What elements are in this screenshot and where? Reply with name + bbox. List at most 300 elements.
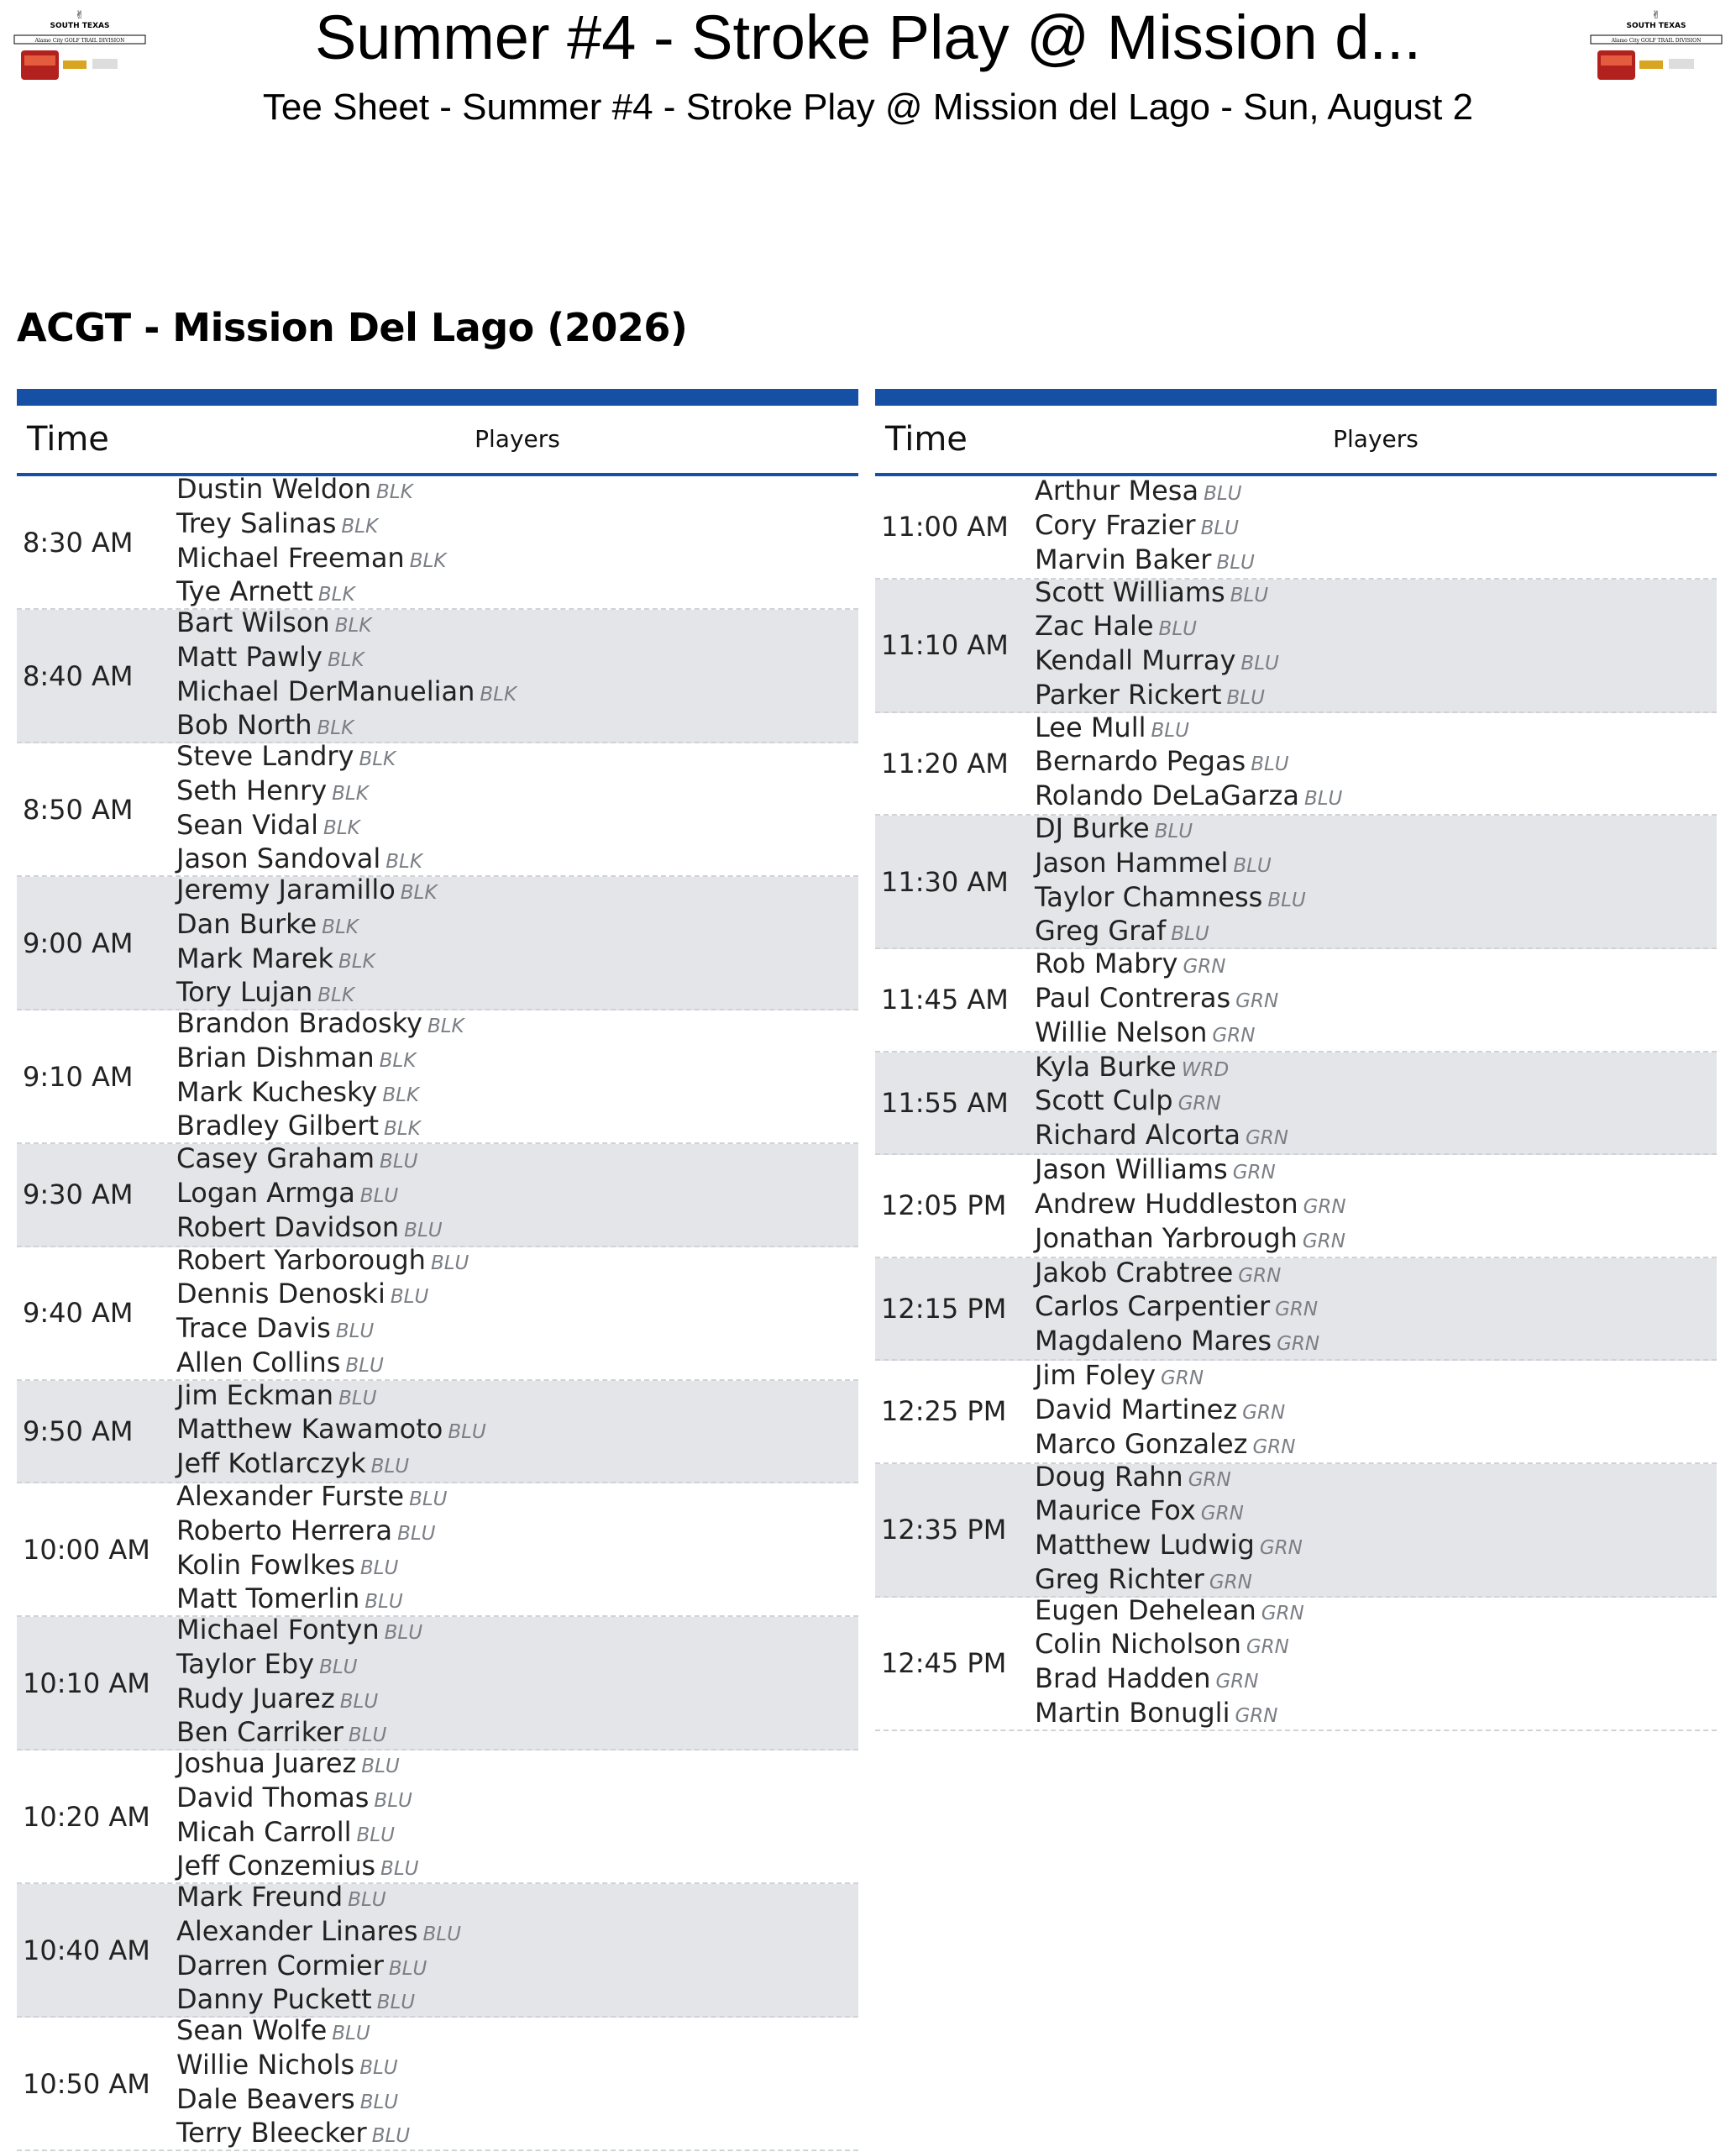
tee-box-tag: GRN — [1235, 989, 1279, 1012]
player-list — [1035, 813, 1717, 950]
player-name: Eugen Dehelean — [1035, 1593, 1256, 1626]
player-name: Dan Burke — [176, 907, 317, 940]
player-name: Brad Hadden — [1035, 1662, 1211, 1694]
player-entry — [1035, 712, 1717, 747]
tee-time: 8:30 AM — [23, 526, 134, 559]
tee-box-tag: GRN — [1303, 1195, 1346, 1218]
player-name: Jeremy Jaramillo — [176, 874, 396, 906]
player-entry — [176, 1077, 858, 1111]
tee-box-tag: GRN — [1302, 1230, 1345, 1252]
tee-box-tag: BLU — [1230, 584, 1269, 606]
player-entry — [1035, 983, 1717, 1017]
page-title: Summer #4 - Stroke Play @ Mission d... — [314, 3, 1422, 72]
tee-box-tag: BLU — [371, 2125, 411, 2148]
tee-box-tag: BLK — [327, 648, 365, 671]
tee-time-row — [875, 1593, 1717, 1731]
tee-time: 10:50 AM — [23, 2067, 150, 2100]
player-name: Andrew Huddleston — [1035, 1187, 1298, 1220]
player-name: Taylor Chamness — [1035, 880, 1263, 913]
player-entry — [176, 1782, 858, 1817]
player-name: Tye Arnett — [176, 575, 313, 608]
player-entry — [1035, 1154, 1717, 1189]
player-entry — [1035, 948, 1717, 983]
player-name: Cory Frazier — [1035, 508, 1196, 541]
player-entry — [1035, 1017, 1717, 1052]
player-list — [1035, 1595, 1717, 1732]
tee-box-tag: BLU — [380, 1151, 418, 1173]
player-name: Willie Nichols — [176, 2048, 355, 2081]
tee-sheet-table-left — [17, 389, 858, 2151]
player-name: DJ Burke — [1035, 812, 1150, 845]
tee-time: 10:40 AM — [23, 1934, 150, 1966]
tee-time-row — [875, 949, 1717, 1052]
tee-box-tag: BLK — [384, 1118, 421, 1141]
tee-box-tag: GRN — [1246, 1636, 1289, 1659]
tee-box-tag: BLK — [323, 816, 360, 839]
time-column-header: Time — [885, 420, 968, 459]
player-entry — [176, 2015, 858, 2050]
player-name: Parker Rickert — [1035, 678, 1222, 711]
tee-box-tag: GRN — [1215, 1671, 1259, 1693]
player-name: Logan Armga — [176, 1176, 355, 1209]
player-entry — [1035, 1223, 1717, 1257]
time-column-header: Time — [27, 420, 109, 459]
player-name: Mark Marek — [176, 942, 333, 974]
player-name: Alexander Linares — [176, 1914, 418, 1947]
player-entry — [1035, 1429, 1717, 1463]
player-name: Seth Henry — [176, 774, 328, 806]
player-name: David Martinez — [1035, 1393, 1238, 1425]
player-entry — [176, 1110, 858, 1145]
player-name: Sean Vidal — [176, 808, 318, 841]
player-name: Martin Bonugli — [1035, 1696, 1230, 1729]
player-name: Michael DerManuelian — [176, 674, 475, 707]
player-entry — [176, 1143, 858, 1178]
tee-box-tag: GRN — [1232, 1162, 1276, 1184]
tee-box-tag: GRN — [1200, 1503, 1244, 1525]
tee-box-tag: BLU — [1204, 483, 1242, 506]
tee-box-tag: GRN — [1238, 1264, 1282, 1287]
player-list — [1035, 475, 1717, 578]
tee-box-tag: GRN — [1209, 1571, 1252, 1593]
player-name: Allen Collins — [176, 1346, 341, 1378]
tee-time: 9:40 AM — [23, 1297, 134, 1329]
player-entry — [1035, 611, 1717, 645]
player-name: Scott Culp — [1035, 1084, 1173, 1117]
player-entry — [176, 1550, 858, 1584]
player-name: Colin Nicholson — [1035, 1628, 1241, 1661]
player-list — [1035, 1154, 1717, 1257]
player-list — [176, 1614, 858, 1751]
tee-time: 11:45 AM — [881, 984, 1009, 1016]
tee-box-tag: BLU — [430, 1252, 469, 1274]
player-entry — [176, 1515, 858, 1550]
tee-box-tag: BLU — [422, 1923, 461, 1945]
tee-box-tag: BLK — [427, 1016, 464, 1038]
player-entry — [176, 1414, 858, 1448]
player-name: Micah Carroll — [176, 1815, 352, 1848]
tee-box-tag: GRN — [1259, 1537, 1303, 1559]
player-entry — [1035, 1394, 1717, 1429]
player-name: Jim Foley — [1035, 1359, 1156, 1392]
player-list — [1035, 712, 1717, 815]
player-name: Rolando DeLaGarza — [1035, 779, 1299, 812]
player-entry — [1035, 1291, 1717, 1325]
tee-time-row — [875, 812, 1717, 949]
tee-box-tag: GRN — [1275, 1299, 1319, 1321]
player-entry — [176, 943, 858, 978]
player-name: Bart Wilson — [176, 606, 330, 639]
player-entry — [176, 2084, 858, 2118]
player-entry — [176, 2050, 858, 2084]
player-name: Rob Mabry — [1035, 947, 1178, 980]
player-entry — [176, 576, 858, 611]
tee-time-row — [17, 1144, 858, 1247]
player-name: Greg Richter — [1035, 1562, 1204, 1595]
player-name: Dennis Denoski — [176, 1278, 385, 1310]
table-header — [875, 406, 1717, 476]
player-entry — [1035, 1120, 1717, 1154]
player-name: Matt Tomerlin — [176, 1583, 360, 1615]
tee-box-tag: BLU — [348, 1724, 387, 1747]
tee-box-tag: BLK — [379, 1049, 417, 1072]
player-name: Greg Graf — [1035, 915, 1167, 947]
player-list — [176, 1143, 858, 1246]
tee-time: 12:15 PM — [881, 1292, 1007, 1325]
tee-box-tag: BLK — [385, 851, 422, 874]
player-list — [176, 874, 858, 1011]
player-entry — [1035, 1052, 1717, 1086]
player-entry — [176, 710, 858, 744]
player-name: Robert Yarborough — [176, 1243, 426, 1276]
player-name: Carlos Carpentier — [1035, 1290, 1271, 1323]
player-name: Danny Puckett — [176, 1983, 372, 2016]
players-column-header: Players — [475, 425, 560, 453]
tee-box-tag: GRN — [1212, 1024, 1256, 1047]
player-list — [1035, 577, 1717, 714]
player-entry — [176, 642, 858, 676]
tee-box-tag: BLU — [1251, 753, 1289, 776]
player-entry — [1035, 680, 1717, 714]
player-entry — [176, 909, 858, 943]
player-entry — [176, 1882, 858, 1916]
tee-time-row — [17, 1881, 858, 2018]
player-entry — [176, 1683, 858, 1718]
player-entry — [176, 1178, 858, 1212]
player-entry — [1035, 544, 1717, 579]
tee-box-tag: BLU — [390, 1286, 429, 1309]
course-heading: ACGT - Mission Del Lago (2026) — [17, 305, 688, 350]
player-entry — [1035, 780, 1717, 815]
tee-time: 9:00 AM — [23, 926, 134, 959]
player-entry — [1035, 645, 1717, 680]
tee-box-tag: BLK — [376, 481, 413, 504]
player-entry — [1035, 1360, 1717, 1394]
tee-box-tag: BLK — [382, 1084, 419, 1106]
tee-box-tag: BLU — [1216, 551, 1255, 574]
player-entry — [1035, 1564, 1717, 1598]
tee-time-row — [17, 1480, 858, 1617]
tee-box-tag: BLU — [374, 1789, 412, 1812]
tee-time-row — [17, 1747, 858, 1884]
tee-box-tag: BLU — [361, 1756, 400, 1778]
tee-time: 12:05 PM — [881, 1189, 1007, 1222]
player-entry — [1035, 1462, 1717, 1496]
player-entry — [176, 874, 858, 909]
player-entry — [176, 741, 858, 775]
tee-box-tag: BLU — [1226, 686, 1265, 709]
tee-time-row — [17, 874, 858, 1010]
player-list — [176, 1748, 858, 1885]
player-entry — [176, 1347, 858, 1382]
player-entry — [1035, 1595, 1717, 1630]
player-entry — [1035, 916, 1717, 950]
player-name: Jonathan Yarbrough — [1035, 1221, 1298, 1254]
player-name: Lee Mull — [1035, 711, 1146, 743]
tee-box-tag: BLU — [1240, 653, 1279, 674]
player-name: Trey Salinas — [176, 507, 337, 539]
player-name: Brandon Bradosky — [176, 1007, 422, 1040]
tee-time-row — [17, 606, 858, 743]
table-accent-bar — [875, 389, 1717, 406]
player-entry — [176, 977, 858, 1011]
tee-box-tag: BLU — [448, 1421, 486, 1444]
tee-box-tag: BLK — [359, 748, 396, 771]
tee-time: 11:00 AM — [881, 511, 1009, 543]
player-entry — [176, 1717, 858, 1751]
player-list — [176, 1380, 858, 1483]
player-entry — [176, 1984, 858, 2018]
player-entry — [1035, 510, 1717, 544]
tee-box-tag: BLK — [480, 683, 517, 706]
player-name: Roberto Herrera — [176, 1514, 393, 1546]
player-name: Trace Davis — [176, 1312, 331, 1344]
player-name: Maurice Fox — [1035, 1494, 1196, 1527]
player-name: Paul Contreras — [1035, 981, 1231, 1014]
player-entry — [1035, 1495, 1717, 1530]
tee-box-tag: BLU — [1233, 854, 1272, 877]
tee-time-row — [17, 1243, 858, 1381]
tee-box-tag: BLK — [317, 984, 354, 1007]
tee-box-tag: BLK — [338, 950, 375, 973]
player-entry — [176, 1817, 858, 1851]
player-name: Matthew Ludwig — [1035, 1529, 1255, 1561]
tee-box-tag: BLU — [376, 1992, 416, 2014]
tee-box-tag: BLU — [1303, 788, 1343, 811]
tee-box-tag: BLU — [388, 1957, 427, 1980]
tee-time-row — [875, 1052, 1717, 1156]
player-name: Jakob Crabtree — [1035, 1256, 1234, 1289]
player-list — [176, 1481, 858, 1618]
tee-time-row — [875, 1155, 1717, 1258]
tee-box-tag: BLU — [365, 1591, 403, 1614]
tee-time-row — [875, 1361, 1717, 1464]
player-entry — [1035, 1629, 1717, 1663]
tee-box-tag: BLU — [348, 1889, 386, 1912]
player-entry — [176, 1212, 858, 1247]
tee-box-tag: GRN — [1177, 1093, 1221, 1115]
player-name: Dustin Weldon — [176, 473, 371, 506]
player-name: Bernardo Pegas — [1035, 745, 1246, 778]
player-entry — [176, 474, 858, 508]
tee-box-tag: GRN — [1242, 1401, 1286, 1424]
player-entry — [1035, 1663, 1717, 1698]
player-name: Zac Hale — [1035, 610, 1154, 643]
tee-time: 12:45 PM — [881, 1647, 1007, 1679]
south-texas-golf-logo — [13, 0, 147, 97]
player-list — [1035, 1360, 1717, 1462]
tee-time-row — [17, 740, 858, 877]
player-entry — [176, 1380, 858, 1415]
tee-time: 11:20 AM — [881, 747, 1009, 779]
tee-box-tag: BLK — [332, 782, 369, 805]
player-name: David Thomas — [176, 1781, 370, 1813]
player-name: Arthur Mesa — [1035, 475, 1199, 507]
player-entry — [1035, 577, 1717, 611]
tee-sheet-table-right — [875, 389, 1717, 1731]
tee-time: 10:20 AM — [23, 1800, 150, 1833]
tee-box-tag: BLU — [359, 2091, 399, 2113]
tee-time-row — [17, 473, 858, 610]
player-name: Alexander Furste — [176, 1480, 405, 1513]
player-name: Bob North — [176, 709, 312, 742]
tee-time: 8:40 AM — [23, 659, 134, 692]
player-name: Kyla Burke — [1035, 1050, 1177, 1083]
player-entry — [176, 775, 858, 810]
player-name: Doug Rahn — [1035, 1460, 1183, 1493]
tee-box-tag: GRN — [1252, 1436, 1296, 1458]
player-list — [1035, 1257, 1717, 1360]
tee-time-row — [17, 1007, 858, 1144]
tee-box-tag: BLU — [380, 1858, 419, 1881]
tee-box-tag: BLK — [409, 549, 447, 572]
player-name: Matt Pawly — [176, 640, 323, 673]
player-entry — [176, 1042, 858, 1077]
player-entry — [1035, 1085, 1717, 1120]
player-entry — [1035, 475, 1717, 510]
tee-box-tag: BLU — [319, 1656, 358, 1678]
tee-box-tag: BLK — [317, 717, 354, 740]
table-body — [17, 473, 858, 2151]
player-name: Tory Lujan — [176, 976, 313, 1009]
player-entry — [1035, 848, 1717, 882]
player-list — [1035, 1052, 1717, 1154]
tee-box-tag: BLU — [1154, 821, 1193, 843]
player-entry — [1035, 882, 1717, 916]
player-entry — [176, 1950, 858, 1985]
player-name: Jim Eckman — [176, 1378, 334, 1411]
player-name: Kendall Murray — [1035, 644, 1236, 676]
player-entry — [1035, 746, 1717, 780]
player-entry — [176, 1614, 858, 1649]
logo-text-south-texas: SOUTH TEXAS — [1626, 22, 1686, 30]
logo-text-division: Alamo City GOLF TRAIL DIVISION — [34, 38, 125, 44]
tee-box-tag: BLK — [334, 615, 372, 638]
tee-time-row — [875, 476, 1717, 580]
player-name: Marvin Baker — [1035, 543, 1212, 575]
player-name: Michael Fontyn — [176, 1614, 380, 1646]
tee-box-tag: BLU — [359, 1556, 399, 1579]
player-name: Robert Davidson — [176, 1210, 400, 1243]
tee-box-tag: BLU — [332, 2023, 370, 2045]
player-name: Richard Alcorta — [1035, 1119, 1240, 1152]
tee-time-row — [875, 1258, 1717, 1362]
tee-box-tag: BLU — [370, 1456, 410, 1478]
svg-text:✌: ✌ — [75, 9, 85, 22]
player-name: Jeff Kotlarczyk — [176, 1447, 366, 1480]
player-list — [176, 1245, 858, 1382]
tee-time: 10:00 AM — [23, 1533, 150, 1566]
tee-box-tag: BLU — [384, 1622, 423, 1645]
table-header — [17, 406, 858, 476]
tee-box-tag: BLU — [409, 1488, 448, 1511]
page-subtitle: Tee Sheet - Summer #4 - Stroke Play @ Mission del Lago - Sun, August 2 — [262, 87, 1474, 128]
tee-time-row — [875, 575, 1717, 713]
logo-text-division: Alamo City GOLF TRAIL DIVISION — [1611, 38, 1702, 44]
tee-box-tag: GRN — [1277, 1333, 1320, 1356]
player-name: Mark Freund — [176, 1881, 344, 1913]
table-accent-bar — [17, 389, 858, 406]
player-entry — [176, 1481, 858, 1515]
tee-time: 9:30 AM — [23, 1178, 134, 1211]
tee-box-tag: WRD — [1181, 1058, 1230, 1081]
tee-box-tag: GRN — [1261, 1602, 1304, 1624]
tee-time-row — [875, 713, 1717, 816]
player-entry — [176, 1278, 858, 1313]
player-entry — [176, 1748, 858, 1782]
tee-box-tag: BLU — [359, 1184, 399, 1207]
player-entry — [176, 607, 858, 642]
tee-time: 12:35 PM — [881, 1514, 1007, 1546]
player-name: Kolin Fowlkes — [176, 1548, 355, 1581]
player-list — [1035, 948, 1717, 1051]
tee-time: 9:10 AM — [23, 1060, 134, 1093]
player-name: Jason Williams — [1035, 1153, 1228, 1186]
player-name: Brian Dishman — [176, 1041, 375, 1073]
player-entry — [176, 1583, 858, 1618]
tee-box-tag: BLK — [317, 584, 355, 606]
player-entry — [176, 1448, 858, 1483]
tee-time-row — [17, 1378, 858, 1484]
tee-time-row — [875, 1460, 1717, 1598]
player-entry — [176, 843, 858, 878]
player-name: Darren Cormier — [176, 1949, 384, 1981]
player-entry — [176, 1850, 858, 1885]
player-name: Mark Kuchesky — [176, 1075, 378, 1108]
player-name: Jeff Conzemius — [176, 1850, 376, 1882]
player-entry — [176, 2118, 858, 2152]
player-name: Willie Nelson — [1035, 1016, 1208, 1048]
tee-box-tag: GRN — [1245, 1127, 1288, 1150]
tee-time: 11:55 AM — [881, 1086, 1009, 1119]
tee-box-tag: BLK — [341, 515, 379, 538]
player-entry — [176, 676, 858, 711]
player-name: Casey Graham — [176, 1142, 375, 1175]
tee-box-tag: GRN — [1188, 1468, 1231, 1491]
tee-time-row — [17, 1614, 858, 1750]
player-list — [1035, 1462, 1717, 1598]
tee-box-tag: BLK — [400, 882, 438, 905]
player-name: Dale Beavers — [176, 2082, 355, 2115]
tee-box-tag: BLU — [1200, 517, 1239, 539]
tee-box-tag: BLU — [339, 1690, 379, 1713]
tee-box-tag: BLU — [359, 2056, 398, 2079]
players-column-header: Players — [1333, 425, 1419, 453]
tee-box-tag: BLU — [1171, 923, 1209, 946]
player-name: Marco Gonzalez — [1035, 1427, 1248, 1460]
player-entry — [1035, 1698, 1717, 1732]
player-list — [176, 1882, 858, 2018]
